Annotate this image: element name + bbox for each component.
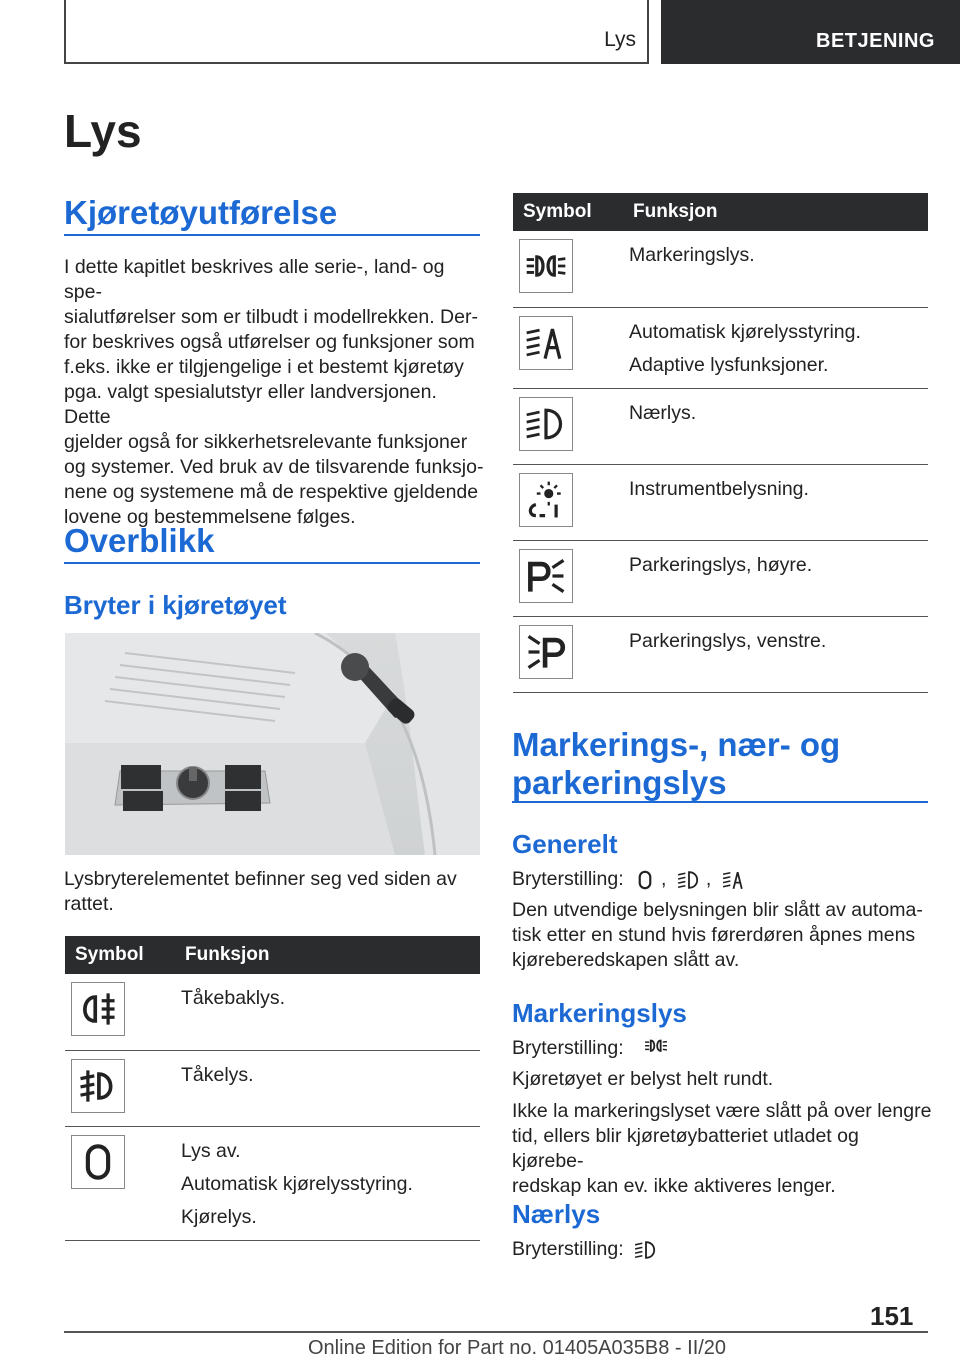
caption-line: Lysbryterelementet befinner seg ved siden av [64, 868, 457, 890]
col-header-symbol: Symbol [65, 936, 175, 974]
switch-label: Bryterstilling: [512, 1238, 624, 1260]
text-line: tid, ellers blir kjøretøybatteriet utladet og kjørebe- [512, 1125, 859, 1172]
heading-line: Markerings-, nær- og [512, 726, 841, 763]
caption-line: rattet. [64, 893, 114, 915]
header-section-title: Lys [604, 28, 636, 51]
intro-line: I dette kapitlet beskrives alle serie-, land- og spe- [64, 256, 445, 303]
page-title: Lys [64, 105, 142, 157]
separator: , [705, 868, 712, 890]
col-header-symbol: Symbol [513, 193, 623, 231]
side-marker-light-icon [633, 1036, 679, 1062]
footer-edition: Online Edition for Part no. 01405A035B8 - II/20 [308, 1337, 727, 1359]
lights-off-icon [633, 868, 657, 892]
left-symbol-table [65, 936, 480, 1241]
parking-light-left-icon [519, 625, 573, 679]
col-header-function: Funksjon [623, 193, 928, 231]
text-line: kjøreberedskapen slått av. [512, 949, 740, 971]
automatic-headlight-icon [519, 316, 573, 370]
function-text: Tåkelys. [181, 1063, 254, 1086]
photo-caption [64, 867, 484, 917]
rear-fog-light-icon [71, 982, 125, 1036]
text-line: Den utvendige belysningen blir slått av automa- [512, 899, 923, 921]
table-row [513, 388, 928, 464]
text-line: redskap kan ev. ikke aktiveres lenger. [512, 1175, 836, 1197]
marker-switch-position [512, 1035, 932, 1062]
low-beam-switch-position [512, 1236, 932, 1263]
parking-light-right-icon [519, 549, 573, 603]
heading-general: Generelt [512, 829, 618, 859]
table-row [513, 231, 928, 307]
text-line: tisk etter en stund hvis førerdøren åpnes mens [512, 924, 916, 946]
function-text: Parkeringslys, høyre. [629, 553, 813, 576]
table-row [513, 616, 928, 692]
header-chapter-label: BETJENING [816, 30, 935, 52]
instrument-lighting-icon [519, 473, 573, 527]
automatic-headlight-icon [721, 867, 747, 893]
intro-line: pga. valgt spesialutstyr eller landversjonen. Dette [64, 381, 437, 428]
marker-paragraph-1: Kjøretøyet er belyst helt rundt. [512, 1068, 774, 1090]
header-chapter-tab[interactable] [661, 0, 960, 64]
general-switch-positions [512, 866, 932, 893]
heading-rule [64, 234, 480, 236]
table-row [65, 1050, 480, 1126]
heading-switch-in-vehicle: Bryter i kjøretøyet [64, 590, 287, 620]
function-text: Adaptive lysfunksjoner. [629, 353, 829, 376]
table-row [65, 1126, 480, 1240]
intro-line: lovene og bestemmelsene følges. [64, 506, 356, 528]
function-text: Instrumentbelysning. [629, 477, 809, 500]
intro-line: nene og systemene må de respektive gjeldende [64, 481, 479, 503]
right-symbol-table [513, 193, 928, 693]
intro-line: sialutførelser som er tilbudt i modellrekken. Der- [64, 306, 478, 328]
switch-label: Bryterstilling: [512, 1037, 624, 1059]
switch-label: Bryterstilling: [512, 868, 624, 890]
intro-line: og systemer. Ved bruk av de tilsvarende funksjo- [64, 456, 484, 478]
side-marker-light-icon [519, 239, 573, 293]
separator: , [661, 868, 667, 890]
col-header-function: Funksjon [175, 936, 480, 974]
page-number: 151 [870, 1301, 914, 1331]
function-text: Parkeringslys, venstre. [629, 629, 827, 652]
low-beam-icon [519, 397, 573, 451]
low-beam-icon [676, 867, 702, 893]
light-switch-photo [65, 633, 480, 855]
lights-off-icon [71, 1135, 125, 1189]
heading-low-beam: Nærlys [512, 1199, 601, 1229]
function-text: Lys av. [181, 1139, 241, 1162]
low-beam-icon [633, 1237, 659, 1263]
text-line: Ikke la markeringslyset være slått på over lengre [512, 1100, 932, 1122]
heading-line: parkeringslys [512, 764, 727, 801]
heading-marker-low-parking [512, 726, 932, 802]
footer-rule [64, 1331, 928, 1333]
function-text: Automatisk kjørelysstyring. [629, 320, 861, 343]
intro-line: f.eks. ikke er tilgjengelige i et bestemt kjøretøy [64, 356, 464, 378]
intro-line: for beskrives også utførelser og funksjoner som [64, 331, 475, 353]
marker-paragraph-2 [512, 1099, 932, 1199]
heading-marker-light: Markeringslys [512, 998, 687, 1028]
table-row [513, 307, 928, 388]
front-fog-light-icon [71, 1059, 125, 1113]
table-row [513, 540, 928, 616]
function-text: Nærlys. [629, 401, 697, 424]
heading-overview: Overblikk [64, 522, 215, 559]
heading-rule [64, 562, 480, 564]
general-paragraph [512, 898, 932, 973]
function-text: Markeringslys. [629, 244, 755, 266]
function-text: Tåkebaklys. [181, 987, 286, 1009]
intro-line: gjelder også for sikkerhetsrelevante funksjoner [64, 431, 468, 453]
intro-paragraph [64, 255, 484, 530]
function-text: Kjørelys. [181, 1205, 257, 1228]
heading-rule [512, 801, 928, 803]
table-row [65, 974, 480, 1050]
table-row [513, 464, 928, 540]
heading-vehicle-version: Kjøretøyutførelse [64, 194, 338, 231]
function-text: Automatisk kjørelysstyring. [181, 1172, 413, 1195]
